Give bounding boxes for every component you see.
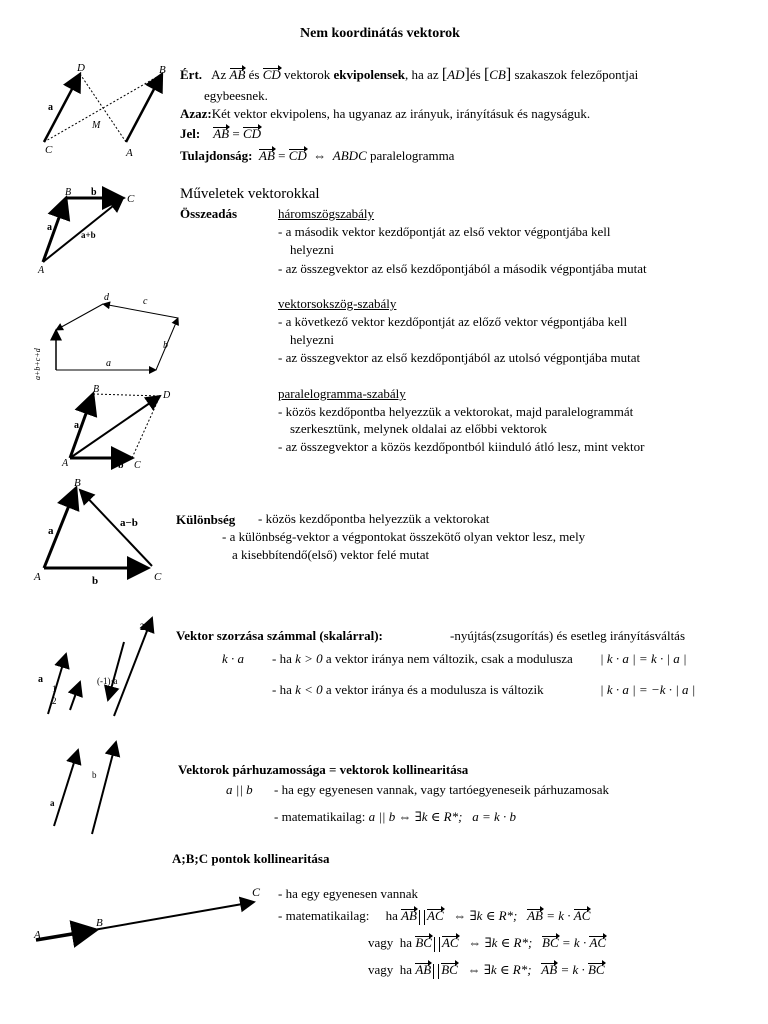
triangle-rule-1: - a második vektor kezdőpontját az első vektor végpontjába kell [278, 224, 611, 239]
polygon-rule-1b: helyezni [290, 332, 335, 347]
label-b: b [91, 187, 97, 198]
label-a: a [47, 222, 52, 233]
label-B: B [159, 64, 166, 76]
parallel-label: Vektorok párhuzamossága = vektorok kollinearitása [178, 762, 469, 777]
tulajdonsag-line: Tulajdonság: AB = CD ⇔ ABDC paralelogramma [180, 148, 455, 163]
label-C: C [127, 193, 135, 205]
label-C: C [45, 144, 53, 156]
scalar-case-2: - ha k < 0 a vektor iránya és a modulusza is változik [272, 682, 544, 697]
figure-triangle-rule [35, 186, 145, 276]
label-apb: a+b [81, 230, 96, 240]
label-neg-a: (-1)·a [97, 676, 118, 686]
figure-collinear [30, 884, 270, 954]
label-A: A [34, 571, 41, 583]
collinear-2: - matematikailag: ha AB AC ⇔ ∃k ∈ R*; AB = k · AC [278, 908, 591, 923]
polygon-rule-2: - az összegvektor az első kezdőpontjából az utolsó végpontjába mutat [278, 350, 641, 365]
addition-label: Összeadás [180, 206, 238, 221]
label-B: B [93, 384, 100, 395]
label-b: b [92, 575, 99, 587]
label-a: a [74, 420, 79, 431]
parallelogram-rule-1b: szerkesztünk, melynek oldalai az előbbi vektorok [290, 421, 548, 436]
triangle-rule-title: háromszögszabály [278, 206, 375, 221]
triangle-rule-2: - az összegvektor az első kezdőpontjából a második végpontjába mutat [278, 261, 647, 276]
page-title: Nem koordinátás vektorok [300, 26, 460, 41]
polygon-rule-title: vektorsokszög-szabály [278, 296, 397, 311]
difference-label: Különbség [176, 512, 236, 527]
label-A: A [34, 929, 41, 941]
label-amb: a−b [120, 517, 138, 529]
polygon-rule-1: - a következő vektor kezdőpontját az előző vektor végpontjába kell [278, 314, 628, 329]
label-a: a [50, 798, 55, 808]
collinear-4: vagy ha AB BC ⇔ ∃k ∈ R*; AB = k · BC [368, 962, 605, 977]
definition-line-2: egybeesnek. [204, 88, 268, 103]
label-A: A [62, 458, 69, 469]
definition-line-1: Ért. Az AB és CD vektorok ekvipolensek, ha az [AD]és [CB] szakaszok felezőpontjai [180, 66, 639, 83]
label-D: D [77, 62, 85, 74]
figure-parallelogram-rule [60, 384, 190, 474]
scalar-desc: -nyújtás(zsugorítás) és esetleg irányításváltás [450, 628, 686, 643]
label-M: M [92, 120, 101, 131]
label-2a: 2a [140, 622, 149, 632]
label-half-num: 1 [52, 684, 57, 694]
difference-2: - a különbség-vektor a végpontokat összekötő olyan vektor lesz, mely [222, 529, 586, 544]
label-C: C [154, 571, 162, 583]
operations-heading: Műveletek vektorokkal [180, 186, 320, 202]
figure-equipollent [30, 60, 180, 160]
parallelogram-rule-title: paralelogramma-szabály [278, 386, 406, 401]
parallel-ab: a || b [226, 782, 253, 797]
label-D: D [163, 390, 171, 401]
figure-difference [30, 476, 175, 586]
label-half-den: 2 [52, 696, 57, 706]
label-a: a [48, 525, 54, 537]
parallelogram-rule-2: - az összegvektor a közös kezdőpontból kiinduló átló lesz, mint vektor [278, 439, 645, 454]
collinear-1: - ha egy egyenesen vannak [278, 886, 419, 901]
label-B: B [74, 477, 81, 489]
collinear-label: A;B;C pontok kollinearitása [172, 851, 330, 866]
scalar-formula-1: | k · a | = k · | a | [600, 651, 687, 666]
scalar-case-1: - ha k > 0 a vektor iránya nem változik, csak a modulusza [272, 651, 573, 666]
label-A: A [38, 265, 45, 276]
label-sum: a+b+c+d [33, 348, 42, 380]
label-b: b [118, 460, 124, 471]
label-c: c [143, 296, 148, 307]
label-B: B [65, 187, 72, 198]
scalar-formula-2: | k · a | = −k · | a | [600, 682, 696, 697]
label-A: A [126, 147, 133, 159]
label-B: B [96, 917, 103, 929]
parallel-1: - ha egy egyenesen vannak, vagy tartóegyeneseik párhuzamosak [274, 782, 609, 797]
parallelogram-rule-1: - közös kezdőpontba helyezzük a vektorokat, majd paralelogrammát [278, 404, 634, 419]
label-b: b [163, 340, 168, 351]
difference-3: a kisebbítendő(első) vektor felé mutat [232, 547, 430, 562]
scalar-ka: k · a [222, 651, 245, 666]
jel-line: Jel: AB = CD [180, 126, 262, 141]
label-b: b [92, 770, 97, 780]
label-a: a [38, 674, 43, 685]
label-d: d [104, 292, 109, 303]
difference-1: - közös kezdőpontba helyezzük a vektorokat [258, 511, 490, 526]
collinear-3: vagy ha BC AC ⇔ ∃k ∈ R*; BC = k · AC [368, 935, 607, 950]
label-C: C [134, 460, 141, 471]
figure-polygon-rule [28, 290, 198, 385]
figure-parallel [40, 736, 130, 836]
scalar-label: Vektor szorzása számmal (skalárral): [176, 628, 383, 643]
azaz-line: Azaz:Két vektor ekvipolens, ha ugyanaz az irányuk, irányításuk és nagyságuk. [180, 106, 591, 121]
label-a: a [48, 102, 53, 113]
figure-scalar [28, 614, 168, 724]
parallel-2: - matematikailag: a || b ⇔ ∃k ∈ R*; a = k · b [274, 809, 516, 824]
label-a: a [106, 358, 111, 369]
triangle-rule-1b: helyezni [290, 242, 335, 257]
label-C: C [252, 885, 261, 899]
